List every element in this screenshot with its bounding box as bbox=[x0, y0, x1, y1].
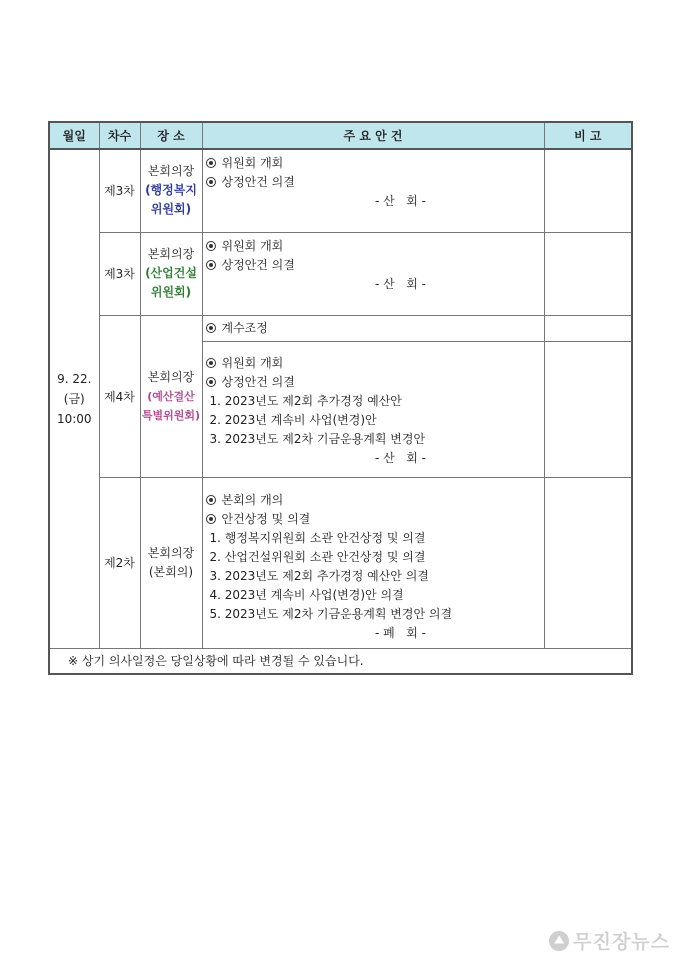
radio-bullet-icon bbox=[206, 158, 216, 168]
agenda-subitem: 3. 2023년도 제2차 기금운용계획 변경안 bbox=[209, 431, 426, 446]
agenda-item: 위원회 개회 bbox=[206, 354, 544, 373]
closing-label: - 산 회 - bbox=[375, 194, 426, 208]
note-cell bbox=[544, 232, 632, 315]
watermark-text: 무진장뉴스 bbox=[573, 931, 670, 953]
place-label: 본회의장 bbox=[147, 545, 195, 560]
note-cell bbox=[544, 315, 632, 341]
note-cell bbox=[544, 149, 632, 232]
agenda-subitem: 2. 산업건설위원회 소관 안건상정 및 의결 bbox=[209, 549, 426, 564]
table-row bbox=[49, 232, 632, 315]
watermark bbox=[549, 927, 670, 954]
table-row bbox=[49, 477, 632, 648]
closing-label: - 폐 회 - bbox=[375, 625, 426, 640]
agenda-subitem: 4. 2023년 계속비 사업(변경)안 의결 bbox=[209, 587, 404, 602]
radio-bullet-icon bbox=[206, 358, 216, 368]
weekday-line: (금) bbox=[63, 391, 85, 406]
note-cell bbox=[544, 341, 632, 477]
footnote-row bbox=[49, 648, 632, 674]
agenda-cell bbox=[202, 232, 544, 315]
session-cell: 제3차 bbox=[99, 149, 140, 232]
date-cell bbox=[49, 149, 99, 648]
agenda-item: 본회의 개의 bbox=[206, 491, 544, 510]
agenda-item: 상정안건 의결 bbox=[206, 373, 544, 392]
agenda-subitem: 2. 2023년 계속비 사업(변경)안 bbox=[209, 412, 377, 427]
radio-bullet-icon bbox=[206, 377, 216, 387]
session-cell: 제3차 bbox=[99, 232, 140, 315]
committee-label: (예산결산 특별위원회) bbox=[141, 389, 201, 422]
session-cell: 제4차 bbox=[99, 315, 140, 477]
header-note: 비 고 bbox=[544, 122, 632, 149]
radio-bullet-icon bbox=[206, 514, 216, 524]
agenda-subitem: 1. 행정복지위원회 소관 안건상정 및 의결 bbox=[209, 530, 426, 545]
committee-label: (본회의) bbox=[148, 564, 194, 579]
agenda-subitem: 3. 2023년도 제2회 추가경정 예산안 의결 bbox=[209, 568, 429, 583]
agenda-item: 상정안건 의결 bbox=[206, 173, 544, 192]
radio-bullet-icon bbox=[206, 241, 216, 251]
header-agenda: 주 요 안 건 bbox=[202, 122, 544, 149]
agenda-cell bbox=[202, 477, 544, 648]
time-line: 10:00 bbox=[56, 411, 92, 426]
agenda-cell bbox=[202, 341, 544, 477]
header-place: 장 소 bbox=[140, 122, 202, 149]
header-session: 차수 bbox=[99, 122, 140, 149]
agenda-subitem: 5. 2023년도 제2차 기금운용계획 변경안 의결 bbox=[209, 606, 453, 621]
agenda-item: 위원회 개회 bbox=[206, 154, 544, 173]
place-label: 본회의장 bbox=[147, 164, 195, 179]
header-row bbox=[49, 122, 632, 149]
watermark-logo-icon bbox=[549, 931, 569, 951]
agenda-cell bbox=[202, 315, 544, 341]
place-label: 본회의장 bbox=[147, 369, 195, 384]
closing-label: - 산 회 - bbox=[375, 450, 426, 465]
place-label: 본회의장 bbox=[147, 247, 195, 261]
note-cell bbox=[544, 477, 632, 648]
table-row bbox=[49, 149, 632, 232]
place-cell bbox=[140, 315, 202, 477]
agenda-subitem: 1. 2023년도 제2회 추가경정 예산안 bbox=[209, 393, 402, 408]
schedule-table bbox=[48, 121, 633, 675]
place-cell bbox=[140, 149, 202, 232]
place-cell bbox=[140, 232, 202, 315]
agenda-cell bbox=[202, 149, 544, 232]
agenda-item: 상정안건 의결 bbox=[206, 256, 544, 275]
place-cell bbox=[140, 477, 202, 648]
table-row bbox=[49, 315, 632, 341]
radio-bullet-icon bbox=[206, 177, 216, 187]
closing-label: - 산 회 - bbox=[375, 276, 426, 291]
radio-bullet-icon bbox=[206, 323, 216, 333]
radio-bullet-icon bbox=[206, 260, 216, 270]
committee-label: (산업건설 위원회) bbox=[145, 266, 197, 299]
committee-label: (행정복지 위원회) bbox=[145, 183, 197, 217]
date-line: 9. 22. bbox=[57, 371, 92, 386]
agenda-item: 위원회 개회 bbox=[206, 237, 544, 256]
radio-bullet-icon bbox=[206, 495, 216, 505]
agenda-item: 계수조정 bbox=[206, 319, 544, 338]
footnote: ※ 상기 의사일정은 당일상황에 따라 변경될 수 있습니다. bbox=[49, 648, 632, 674]
agenda-item: 안건상정 및 의결 bbox=[206, 510, 544, 529]
session-cell: 제2차 bbox=[99, 477, 140, 648]
header-date: 월일 bbox=[49, 122, 99, 149]
